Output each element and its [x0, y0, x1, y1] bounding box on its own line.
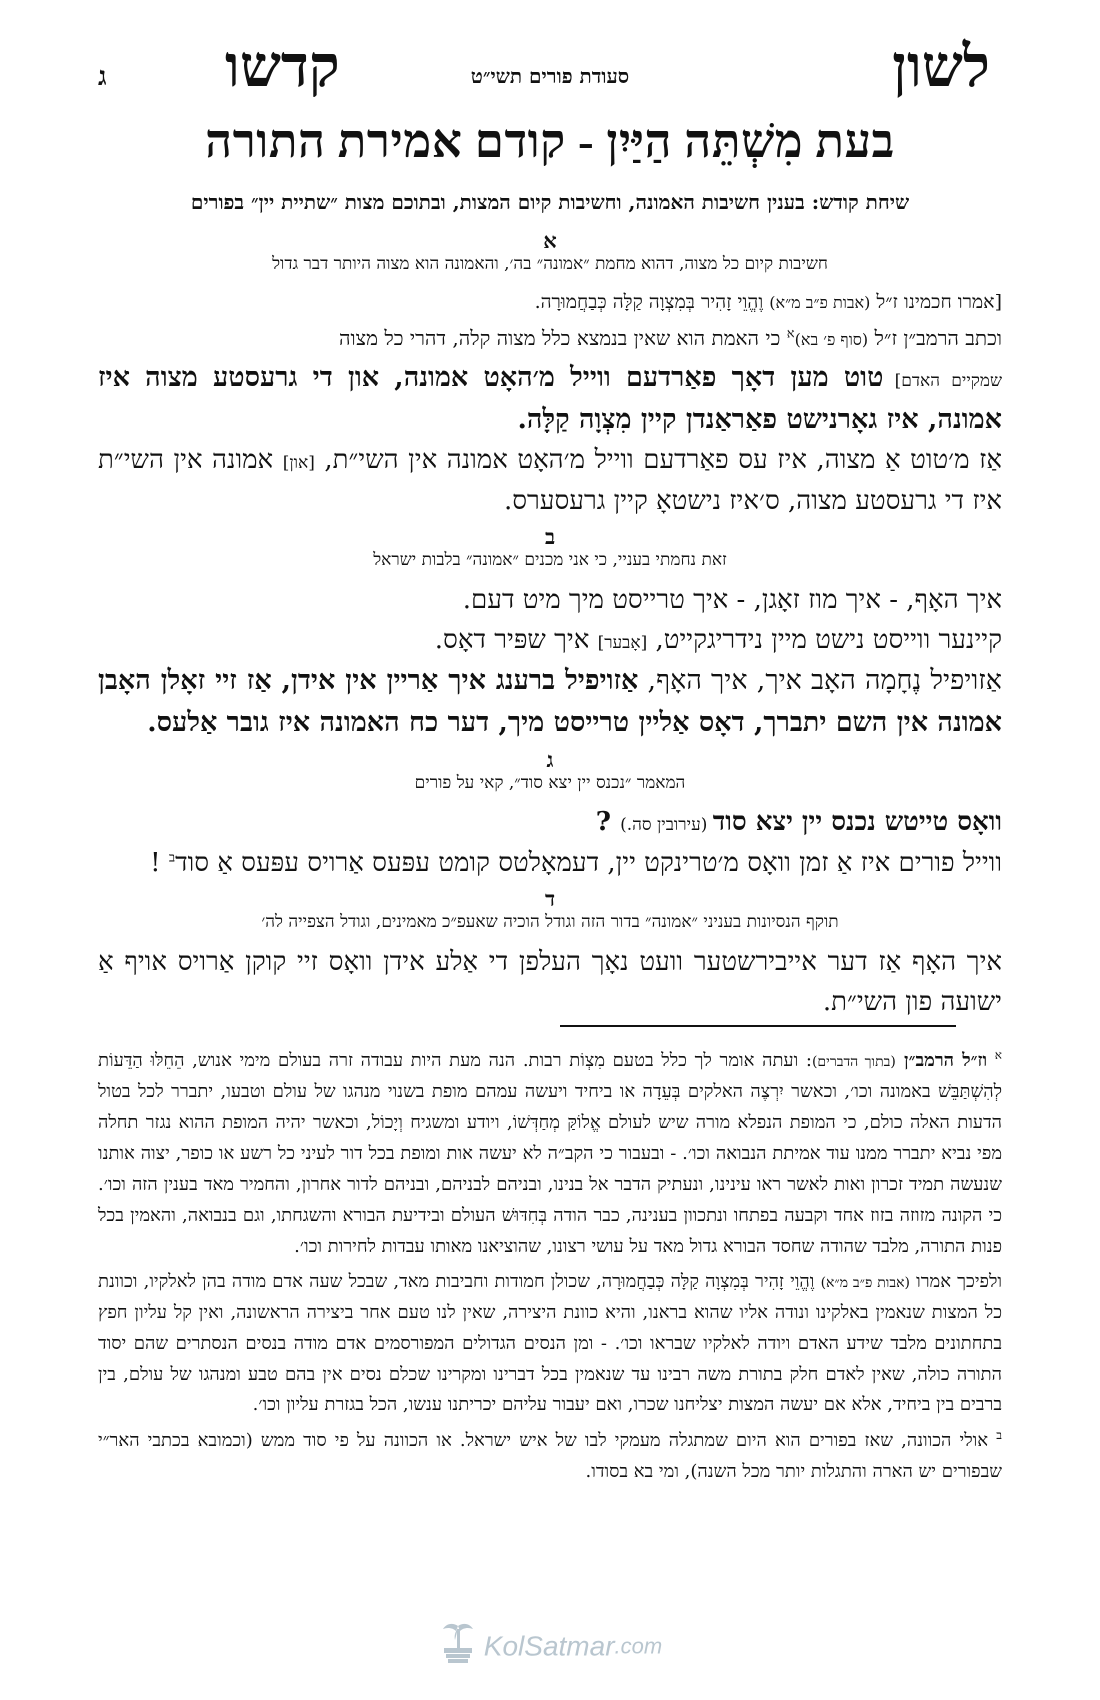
section-letter-alef: א — [543, 228, 557, 253]
section-letter-dalet: ד — [544, 886, 556, 912]
section-letter-gimel: ג — [546, 746, 554, 772]
footnote-bet: $^ב$ אולי הכוונה, שאז בפורים הוא היום שמתגלה מעמקי לבו של איש ישראל. או הכוונה על פי סוד ממש (וכמובא בכתבי האר״י שבפורים יש הארה והתגלות יותר מכל השנה), ומי בא בסודו. — [98, 1428, 1002, 1483]
footnotes — [98, 1045, 1002, 1492]
paragraph-gimel-answer: ווייל פורים איז אַ זמן וואָס מ׳טרינקט יין, דעמאָלטס קומט עפּעס אַרויס עפּעס אַ סוד$^ב$ ! — [150, 847, 1002, 878]
header-center-caption: סעודת פורים תשי״ט — [470, 64, 630, 88]
paragraph-bet-3: אַזויפיל נֶחָמָה האָב איך, איך האָף, אַזויפיל ברענג איך אַריין אין אידן, אַז זיי זאָלן האָבן אמונה אין השם יתברך, דאָס אַליין טרייסט מיך, דער כח האמונה איז גובר אַלעס. — [98, 665, 1002, 738]
paragraph-alef-2: אַז מ׳טוט אַ מצוה, איז עס פאַרדעם ווייל מ׳האָט אמונה אין השי״ת, [און] אמונה אין השי״ת איז די גרעסטע מצוה, ס׳איז נישטאָ קיין גרעסערס. — [98, 445, 1002, 516]
watermark-tld: .com — [614, 1633, 663, 1659]
paragraph-gimel-question: וואָס טייטש נכנס יין יצא סוד (עירובין סה.) ? — [595, 807, 1002, 838]
footnote-alef-continued: ולפיכך אמרו (אבות פ״ב מ״א) וֶהֱוֵי זָהִיר בְּמִצְוָה קַלָּה כְּבַחֲמוּרָה, שכולן חמודות וחביבות מאד, שבכל שעה אדם מודה בהן לאלקיו, וכוונת כל המצות שנאמין באלקינו ונודה אליו שהוא בראנו, והיא כוונת היצירה, שאין לנו טעם אחר ביצירה הראשונה, ואין קל עליון חפץ בתחתונים מלבד שידע האדם ויודה לאלקיו שבראו וכו׳. - ומן הנסים הגדולים המפורסמים אדם מודה בנסים הנסתרים שהם יסוד התורה כולה, שאין לאדם חלק בתורת משה רבינו עד שנאמין בכל דברינו ומקרינו שכלם נסים אין בהם טבע ומנהגו של עולם, בין ברבים בין ביחיד, אלא אם יעשה המצות יצליחנו שכרו, ואם יעבור עליהם יכריתנו ענשו, הכל בגזרת עליון וכו׳. — [98, 1270, 1003, 1416]
section-letter-bet: ב — [544, 523, 556, 549]
footnote-ref-alef: א — [786, 326, 795, 342]
kolsatmar-logo-icon — [438, 1620, 478, 1673]
section-heading-bet: זאת נחמתי בעניי, כי אני מכנים ״אמונה״ בלבות ישראל — [373, 550, 727, 571]
paragraph-dalet: איך האָף אַז דער אייבירשטער וועט נאָך העלפן די אַלע אידן וואָס זיי קוקן אַרויס אויף אַ ישועה פון השי״ת. — [98, 946, 1002, 1017]
avot-quote: [אמרו חכמינו ז״ל (אבות פ״ב מ״א) וֶהֱוֵי זָהִיר בְּמִצְוָה קַלָּה כְּבַחֲמוּרָה. — [534, 290, 1002, 313]
paragraph-alef-1: שמקיים האדם] טוט מען דאָך פאַרדעם ווייל מ׳האָט אמונה, און די גרעסטע מצוה איז אמונה, איז גאָרנישט פאַראַנדן קיין מִצְוָה קַלָּה. — [98, 361, 1002, 435]
paragraph-bet-2: קיינער ווייסט נישט מיין נידריגקייט, [אָבער] איך שפּיר דאָס. — [434, 624, 1002, 655]
page-header — [98, 34, 990, 108]
footnote-alef: $^א$ וז״ל הרמב״ן (בתוך הדברים): ועתה אומר לך כלל בטעם מִצְוֹת רבות. הנה מעת היות עבודה זרה בעולם מימי אנוש, הֵחֵלּוּ הַדֵּעוֹת לְהִשְׁתַּבֵּשׁ באמונה וכו׳, וכאשר יִרְצֶה האלקים בְּעֵדָה או ביחיד ויעשה עמהם מופת בשנוי מנהגו של עולם וטבעו, יתברר לכל בטול הדעות האלה כולם, כי המופת הנפלא מורה שיש לעולם אֱלוֹקַּ מְחַדְּשׁוֹ, ויודע ומשגיח וְיָכוֹל, וכאשר יהיה המופת ההוא נגזר תחלה מפי נביא יתברר ממנו עוד אמיתת הנבואה וכו׳. - ובעבור כי הקב״ה לא יעשה אות ומופת בכל דור לעיני כל רשע או כופר, יצוה אותנו שנעשה תמיד זכרון ואות לאשר ראו עינינו, ונעתיק הדבר אל בנינו, ובניהם לבניהם, ובניהם לדור אחרון, והחמיר מאד בענין הזה וכו׳. כי הקונה מזוזה בזוז אחד וקבעה בפתחו ונתכוון בענינה, כבר הודה בְּחִדּוּשׁ העולם ובידיעת הבורא והשגחתו, וגם בנבואה, והאמין בכל פנות התורה, מלבד שהודה שחסד הבורא גדול מאד על עושי רצונו, שהוציאנו מאותו עבדות לחירות וכו׳. — [98, 1048, 1002, 1257]
page-subtitle: שיחת קודש: בענין חשיבות האמונה, וחשיבות קיום המצות, ובתוכם מצות ״שתיית יין״ בפורים — [190, 190, 910, 214]
site-watermark — [0, 1620, 1100, 1673]
paragraph-bet-1: איך האָף, - איך מוז זאָגן, - איך טרייסט מיך מיט דעם. — [462, 584, 1002, 615]
section-heading-alef: חשיבות קיום כל מצוה, דהוא מחמת ״אמונה״ בה׳, והאמונה הוא מצוה היותר דבר גדול — [272, 254, 828, 275]
watermark-text: KolSatmar — [483, 1630, 615, 1662]
section-heading-gimel: המאמר ״נכנס יין יצא סוד״, קאי על פורים — [414, 772, 686, 793]
page-number: ג — [98, 62, 107, 92]
header-title-right: לשון — [892, 34, 990, 99]
page-title: בעת מִשְׁתֵּה הַיַּיִן - קודם אמירת התורה — [205, 116, 895, 168]
footnote-ref-bet: ב — [168, 850, 176, 866]
header-title-left: קדשו — [225, 34, 340, 99]
main-content — [98, 225, 1002, 1022]
section-heading-dalet: תוקף הנסיונות בעניני ״אמונה״ בדור הזה וגודל הוכיה שאעפ״כ מאמינים, וגודל הצפייה לה׳ — [261, 912, 839, 933]
footnote-divider — [560, 1025, 956, 1027]
ramban-quote: וכתב הרמב״ן ז״ל (סוף פ׳ בא)$^א$ כי האמת הוא שאין בנמצא כלל מצוה קלה, דהרי כל מצוה — [339, 325, 1002, 350]
